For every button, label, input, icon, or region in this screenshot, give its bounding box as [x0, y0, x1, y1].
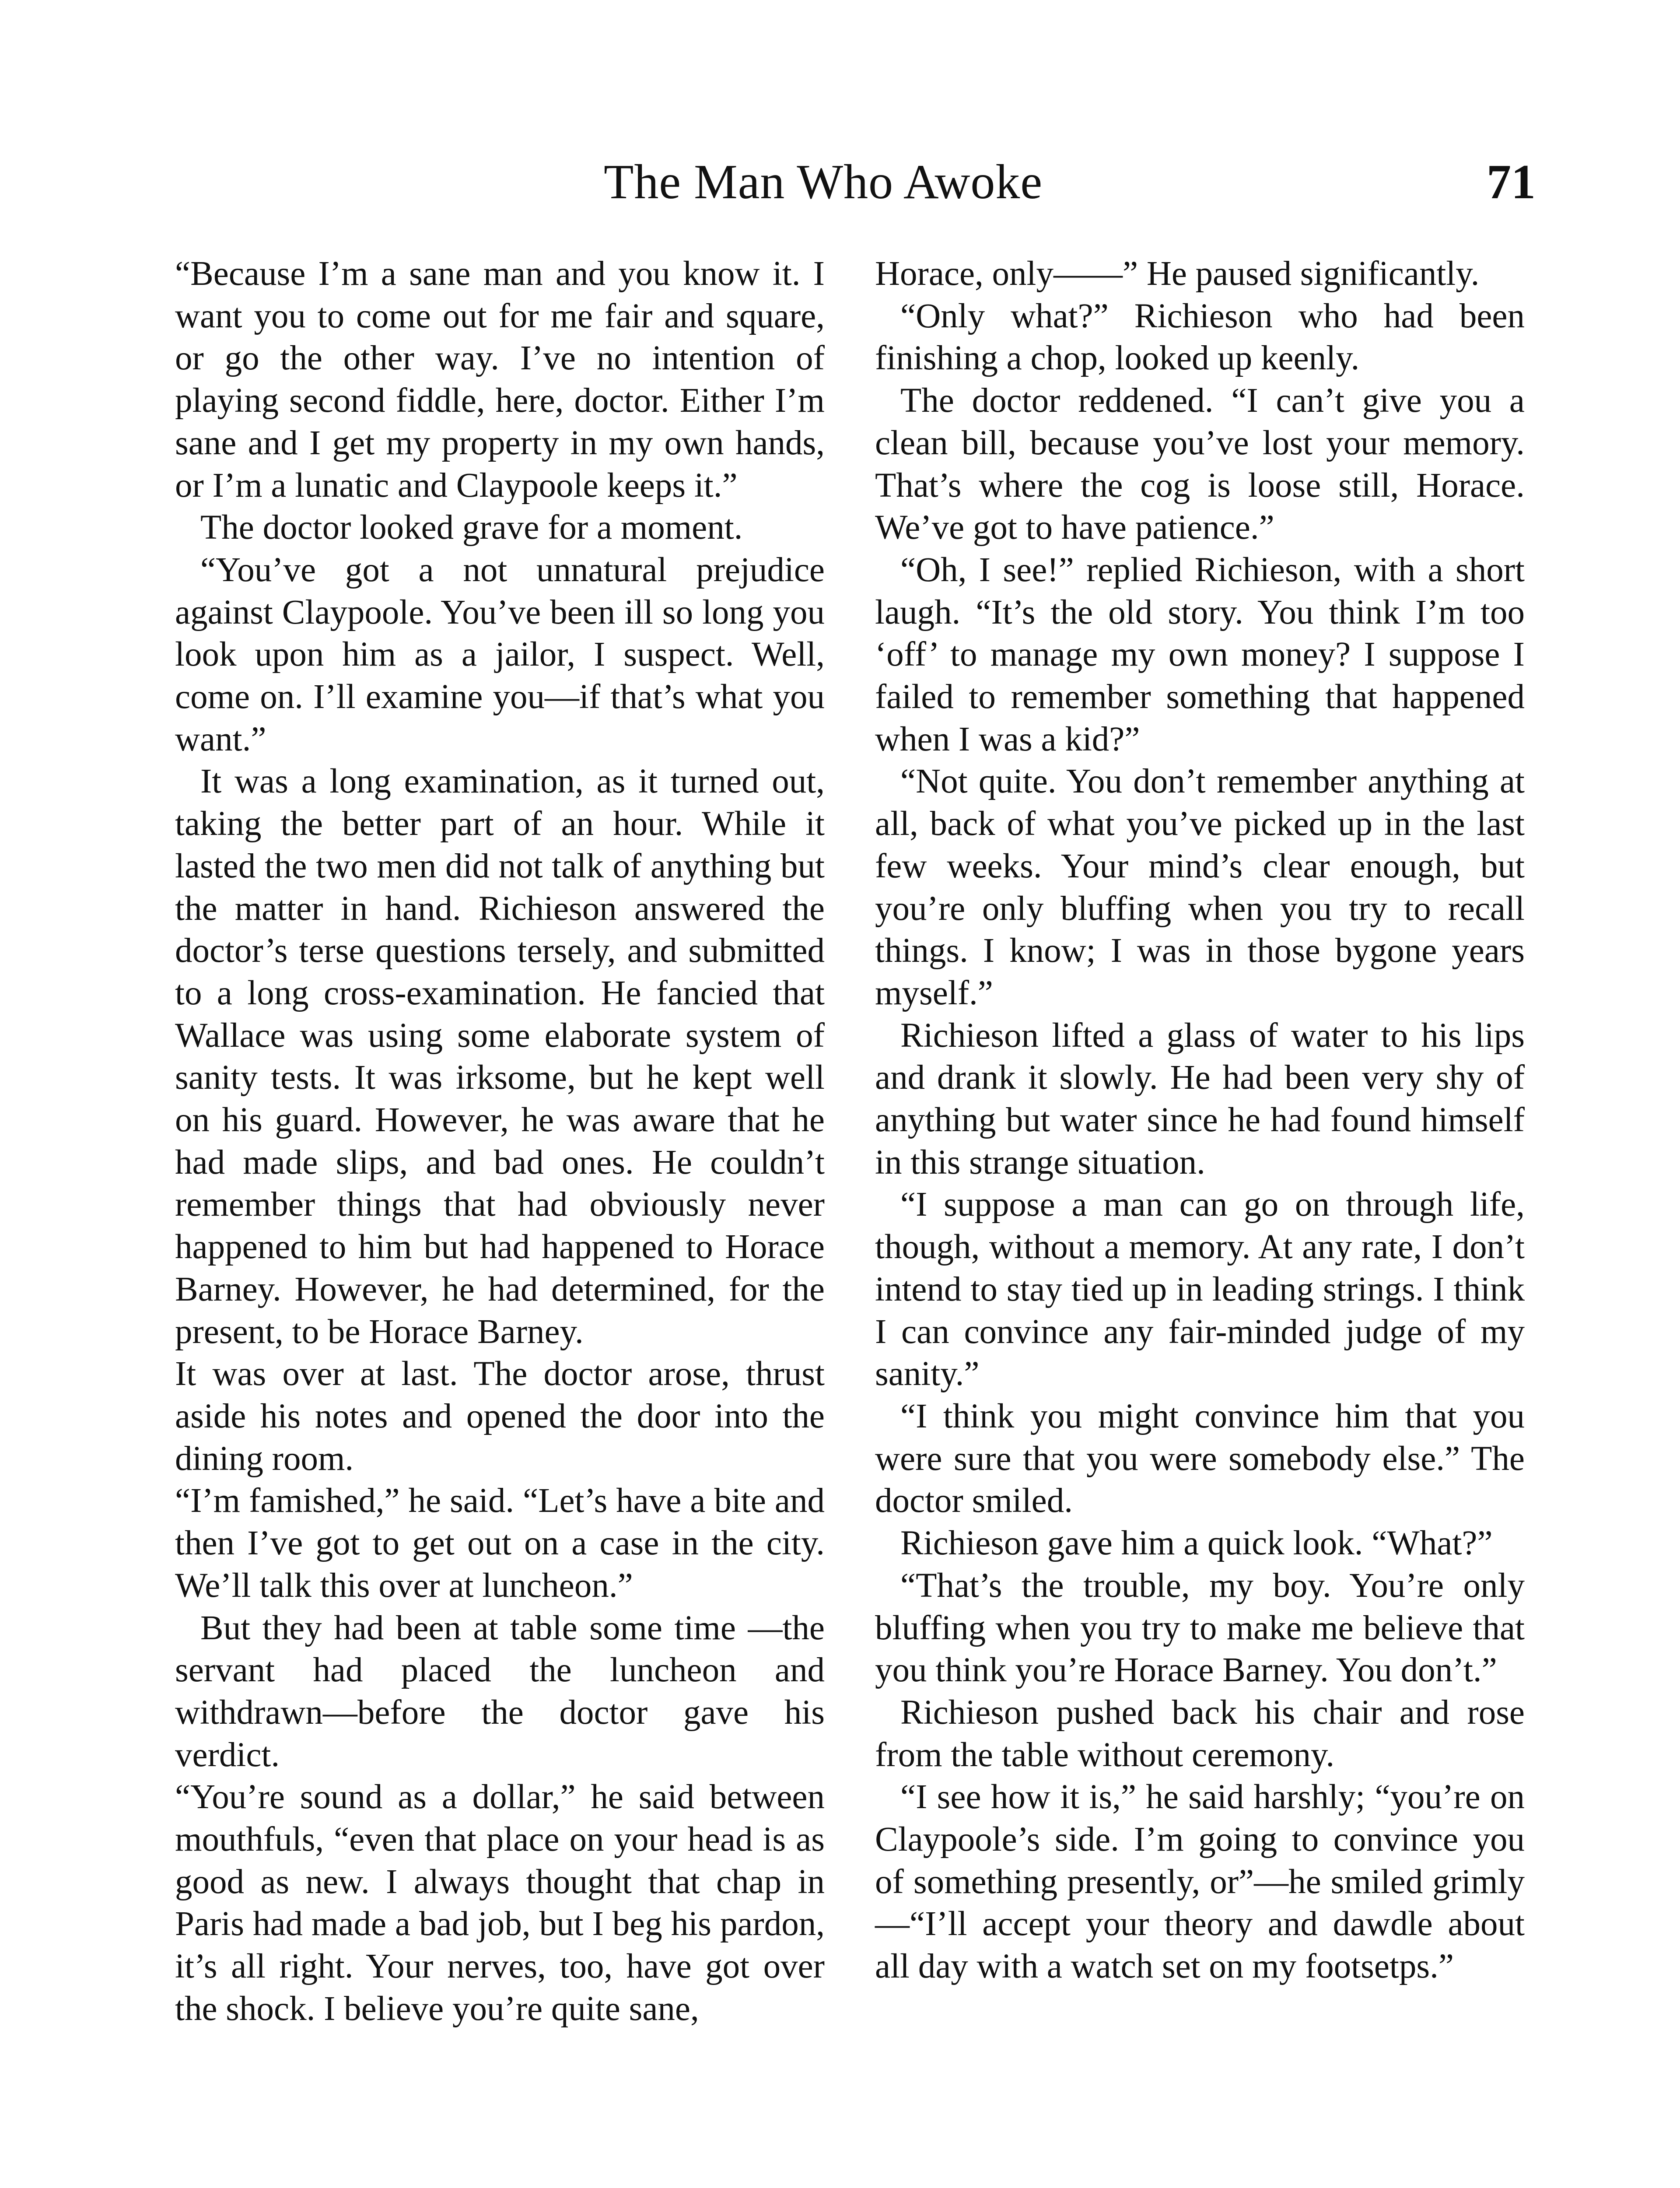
page-number: 71: [1487, 155, 1536, 209]
paragraph: “I think you might convince him that you were sure that you were somebody else.” The doctor smiled.: [875, 1397, 1525, 1520]
paragraph: “I suppose a man can go on through life, though, without a memory. At any rate, I don’t intend to stay tied up in leading strings. I think I can convince any fair-minded judge of my sanity.”: [875, 1185, 1525, 1393]
paragraph: “Because I’m a sane man and you know it. I want you to come out for me fair and square, or go the other way. I’ve no intention of playing second fiddle, here, doctor. Either I’m sane and I get my property in my own hands, or I’m a lunatic and Claypoole keeps it.”: [175, 255, 825, 505]
paragraph: “You’re sound as a dollar,” he said between mouthfuls, “even that place on your head is as good as new. I always thought that chap in Paris had made a bad job, but I beg his pardon, it’s all right. Your nerves, too, have got over the shock. I believe you’re quite sane,: [175, 1778, 825, 2028]
paragraph: Horace, only——” He paused significantly.: [875, 255, 1480, 293]
paragraph: “You’ve got a not unnatural prejudice against Claypoole. You’ve been ill so long you look upon him as a jailor, I suspect. Well, come on. I’ll examine you—if that’s what you want.”: [175, 551, 825, 758]
paragraph: It was over at last. The doctor arose, thrust aside his notes and opened the door into the dining room.: [175, 1355, 825, 1478]
paragraph: “I see how it is,” he said harshly; “you’re on Claypoole’s side. I’m going to convince you of something presently, or”—he smiled grimly—“I’ll accept your theory and dawdle about all day with a watch set on my footsetps.”: [875, 1778, 1525, 1986]
paragraph: It was a long examination, as it turned out, taking the better part of an hour. While it lasted the two men did not talk of anything but the matter in hand. Richieson answered the doctor’s terse questions tersely, and submitted to a long cross-examination. He fancied that Wallace was using some elaborate system of sanity tests. It was irksome, but he kept well on his guard. However, he was aware that he had made slips, and bad ones. He couldn’t remember things that had obviously never happened to him but had happened to Horace Barney. However, he had determined, for the present, to be Horace Barney.: [175, 762, 825, 1351]
paragraph: “I’m famished,” he said. “Let’s have a bite and then I’ve got to get out on a case in the city. We’ll talk this over at luncheon.”: [175, 1482, 825, 1605]
paragraph: Richieson gave him a quick look. “What?”: [900, 1524, 1493, 1563]
paragraph: “Oh, I see!” replied Richieson, with a short laugh. “It’s the old story. You think I’m too ‘off’ to manage my own money? I suppose I failed to remember something that happened when I was a kid?”: [875, 551, 1525, 758]
paragraph: Richieson lifted a glass of water to his lips and drank it slowly. He had been very shy of anything but water since he had found himself in this strange situation.: [875, 1016, 1525, 1182]
paragraph: “Only what?” Richieson who had been finishing a chop, looked up keenly.: [875, 297, 1525, 378]
paragraph: The doctor reddened. “I can’t give you a clean bill, because you’ve lost your memory. That’s where the cog is loose still, Horace. We’ve got to have patience.”: [875, 382, 1525, 547]
paragraph: But they had been at table some time —the servant had placed the luncheon and withdrawn—before the doctor gave his verdict.: [175, 1609, 825, 1774]
right-column: [875, 253, 1525, 1988]
paragraph: Richieson pushed back his chair and rose from the table without ceremony.: [875, 1693, 1525, 1774]
left-column: [175, 253, 825, 2030]
paragraph: The doctor looked grave for a moment.: [200, 508, 743, 547]
running-header-title: The Man Who Awoke: [604, 155, 1043, 209]
paragraph: “That’s the trouble, my boy. You’re only bluffing when you try to make me believe that you think you’re Horace Barney. You don’t.”: [875, 1566, 1525, 1690]
paragraph: “Not quite. You don’t remember anything at all, back of what you’ve picked up in the last few weeks. Your mind’s clear enough, but you’re only bluffing when you try to recall things. I know; I was in those bygone years myself.”: [875, 762, 1525, 1012]
